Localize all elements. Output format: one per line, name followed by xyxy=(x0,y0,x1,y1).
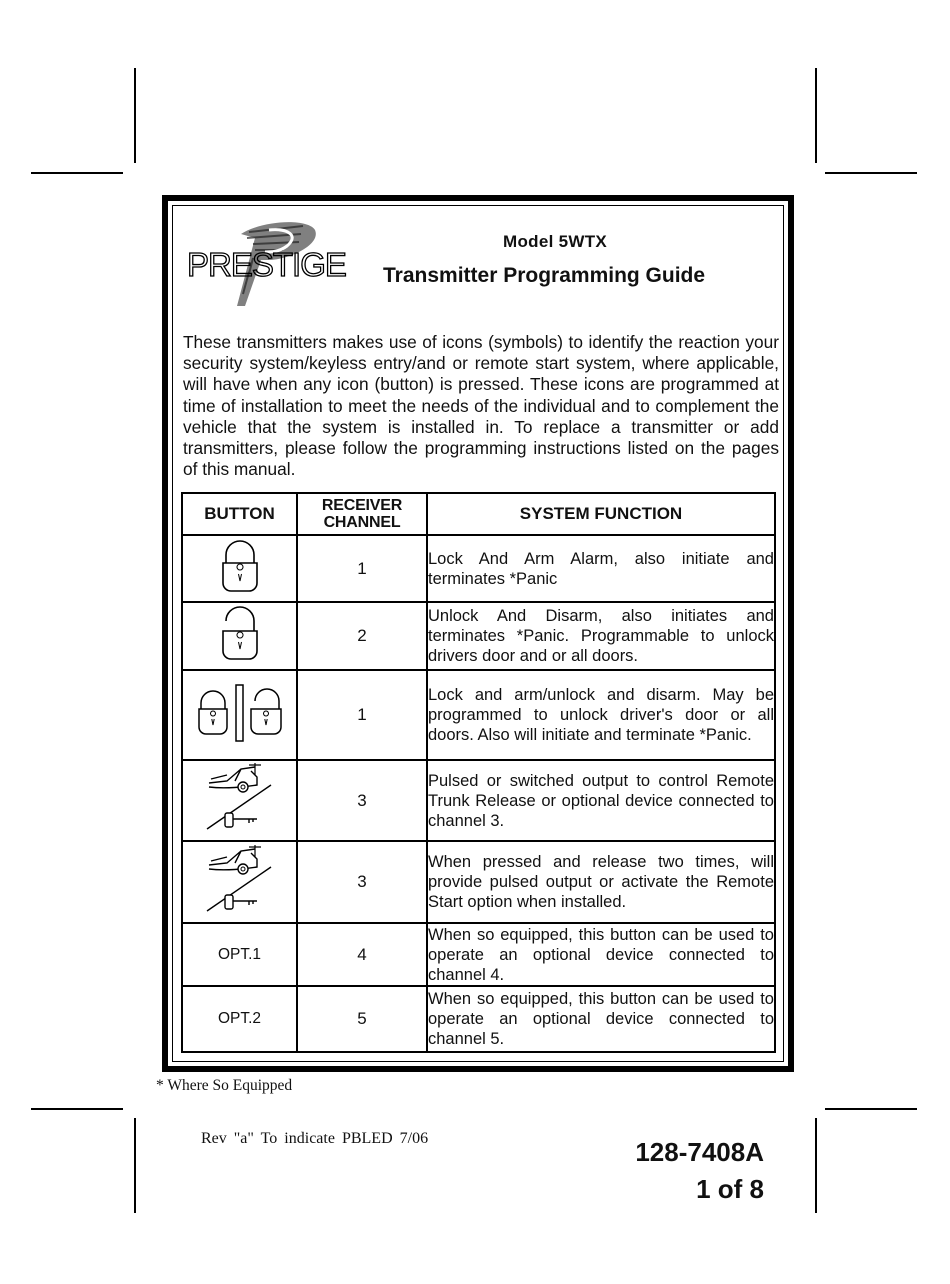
header-button: BUTTON xyxy=(182,493,297,535)
channel-cell: 1 xyxy=(297,535,427,602)
table-row xyxy=(182,602,775,670)
crop-mark xyxy=(815,1118,817,1213)
lock-icon xyxy=(220,537,260,595)
opt1-label: OPT.1 xyxy=(182,923,297,986)
crop-mark xyxy=(134,1118,136,1213)
button-cell xyxy=(182,841,297,923)
table-row xyxy=(182,986,775,1052)
crop-mark xyxy=(31,172,123,174)
footnote: * Where So Equipped xyxy=(156,1077,293,1094)
function-cell: Lock And Arm Alarm, also initiate and terminates *Panic xyxy=(427,535,775,602)
channel-cell: 2 xyxy=(297,602,427,670)
guide-frame xyxy=(162,195,794,1072)
crop-mark xyxy=(825,172,917,174)
unlock-icon xyxy=(220,605,260,663)
header-channel-line1: RECEIVER xyxy=(321,497,403,514)
header-system-function: SYSTEM FUNCTION xyxy=(427,493,775,535)
table-row xyxy=(182,535,775,602)
button-cell xyxy=(182,602,297,670)
function-cell: When so equipped, this button can be used to operate an optional device connected to channel 4. xyxy=(427,923,775,986)
table-row xyxy=(182,923,775,986)
table-row xyxy=(182,841,775,923)
channel-cell: 1 xyxy=(297,670,427,760)
header-receiver-channel xyxy=(297,493,427,535)
channel-cell: 3 xyxy=(297,841,427,923)
function-cell: Lock and arm/unlock and disarm. May be programmed to unlock driver's door or all doors. Also will initiate and terminate *Panic. xyxy=(427,670,775,760)
lock-unlock-icon xyxy=(197,683,283,743)
header-channel-line2: CHANNEL xyxy=(323,514,401,531)
brand-wordmark: PRESTIGE xyxy=(187,246,346,283)
button-cell xyxy=(182,670,297,760)
channel-cell: 3 xyxy=(297,760,427,841)
table-header-row xyxy=(182,493,775,535)
programming-table xyxy=(181,492,776,1053)
prestige-logo xyxy=(183,214,383,306)
channel-cell: 4 xyxy=(297,923,427,986)
function-cell: When so equipped, this button can be used to operate an optional device connected to channel 5. xyxy=(427,986,775,1052)
crop-mark xyxy=(825,1108,917,1110)
function-cell: Unlock And Disarm, also initiates and terminates *Panic. Programmable to unlock drivers door and or all doors. xyxy=(427,602,775,670)
table-row xyxy=(182,670,775,760)
table-row xyxy=(182,760,775,841)
model-number: Model 5WTX xyxy=(503,232,608,251)
page-number: 1 of 8 xyxy=(696,1174,764,1204)
revision-note: Rev "a" To indicate PBLED 7/06 xyxy=(201,1130,429,1147)
intro-paragraph: These transmitters makes use of icons (symbols) to identify the reaction your security system/keyless entry/and or remote start system, where applicable, will have when any icon (button) is pressed. These icons are programmed at time of installation to meet the needs of the individual and to complement the vehicle that the system is installed in. To replace a transmitter or add transmitters, please follow the programming instructions listed on the pages of this manual. xyxy=(183,332,779,480)
crop-mark xyxy=(31,1108,123,1110)
crop-mark xyxy=(815,68,817,163)
button-cell xyxy=(182,760,297,841)
document-number: 128-7408A xyxy=(635,1137,764,1167)
crop-mark xyxy=(134,68,136,163)
button-cell xyxy=(182,535,297,602)
guide-inner-frame xyxy=(172,205,784,1062)
trunk-key-icon xyxy=(205,761,275,835)
page-title: Transmitter Programming Guide xyxy=(383,264,706,287)
function-cell: When pressed and release two times, will provide pulsed output or activate the Remote Start option when installed. xyxy=(427,841,775,923)
channel-cell: 5 xyxy=(297,986,427,1052)
trunk-key-icon xyxy=(205,843,275,917)
function-cell: Pulsed or switched output to control Remote Trunk Release or optional device connected to channel 3. xyxy=(427,760,775,841)
opt2-label: OPT.2 xyxy=(182,986,297,1052)
